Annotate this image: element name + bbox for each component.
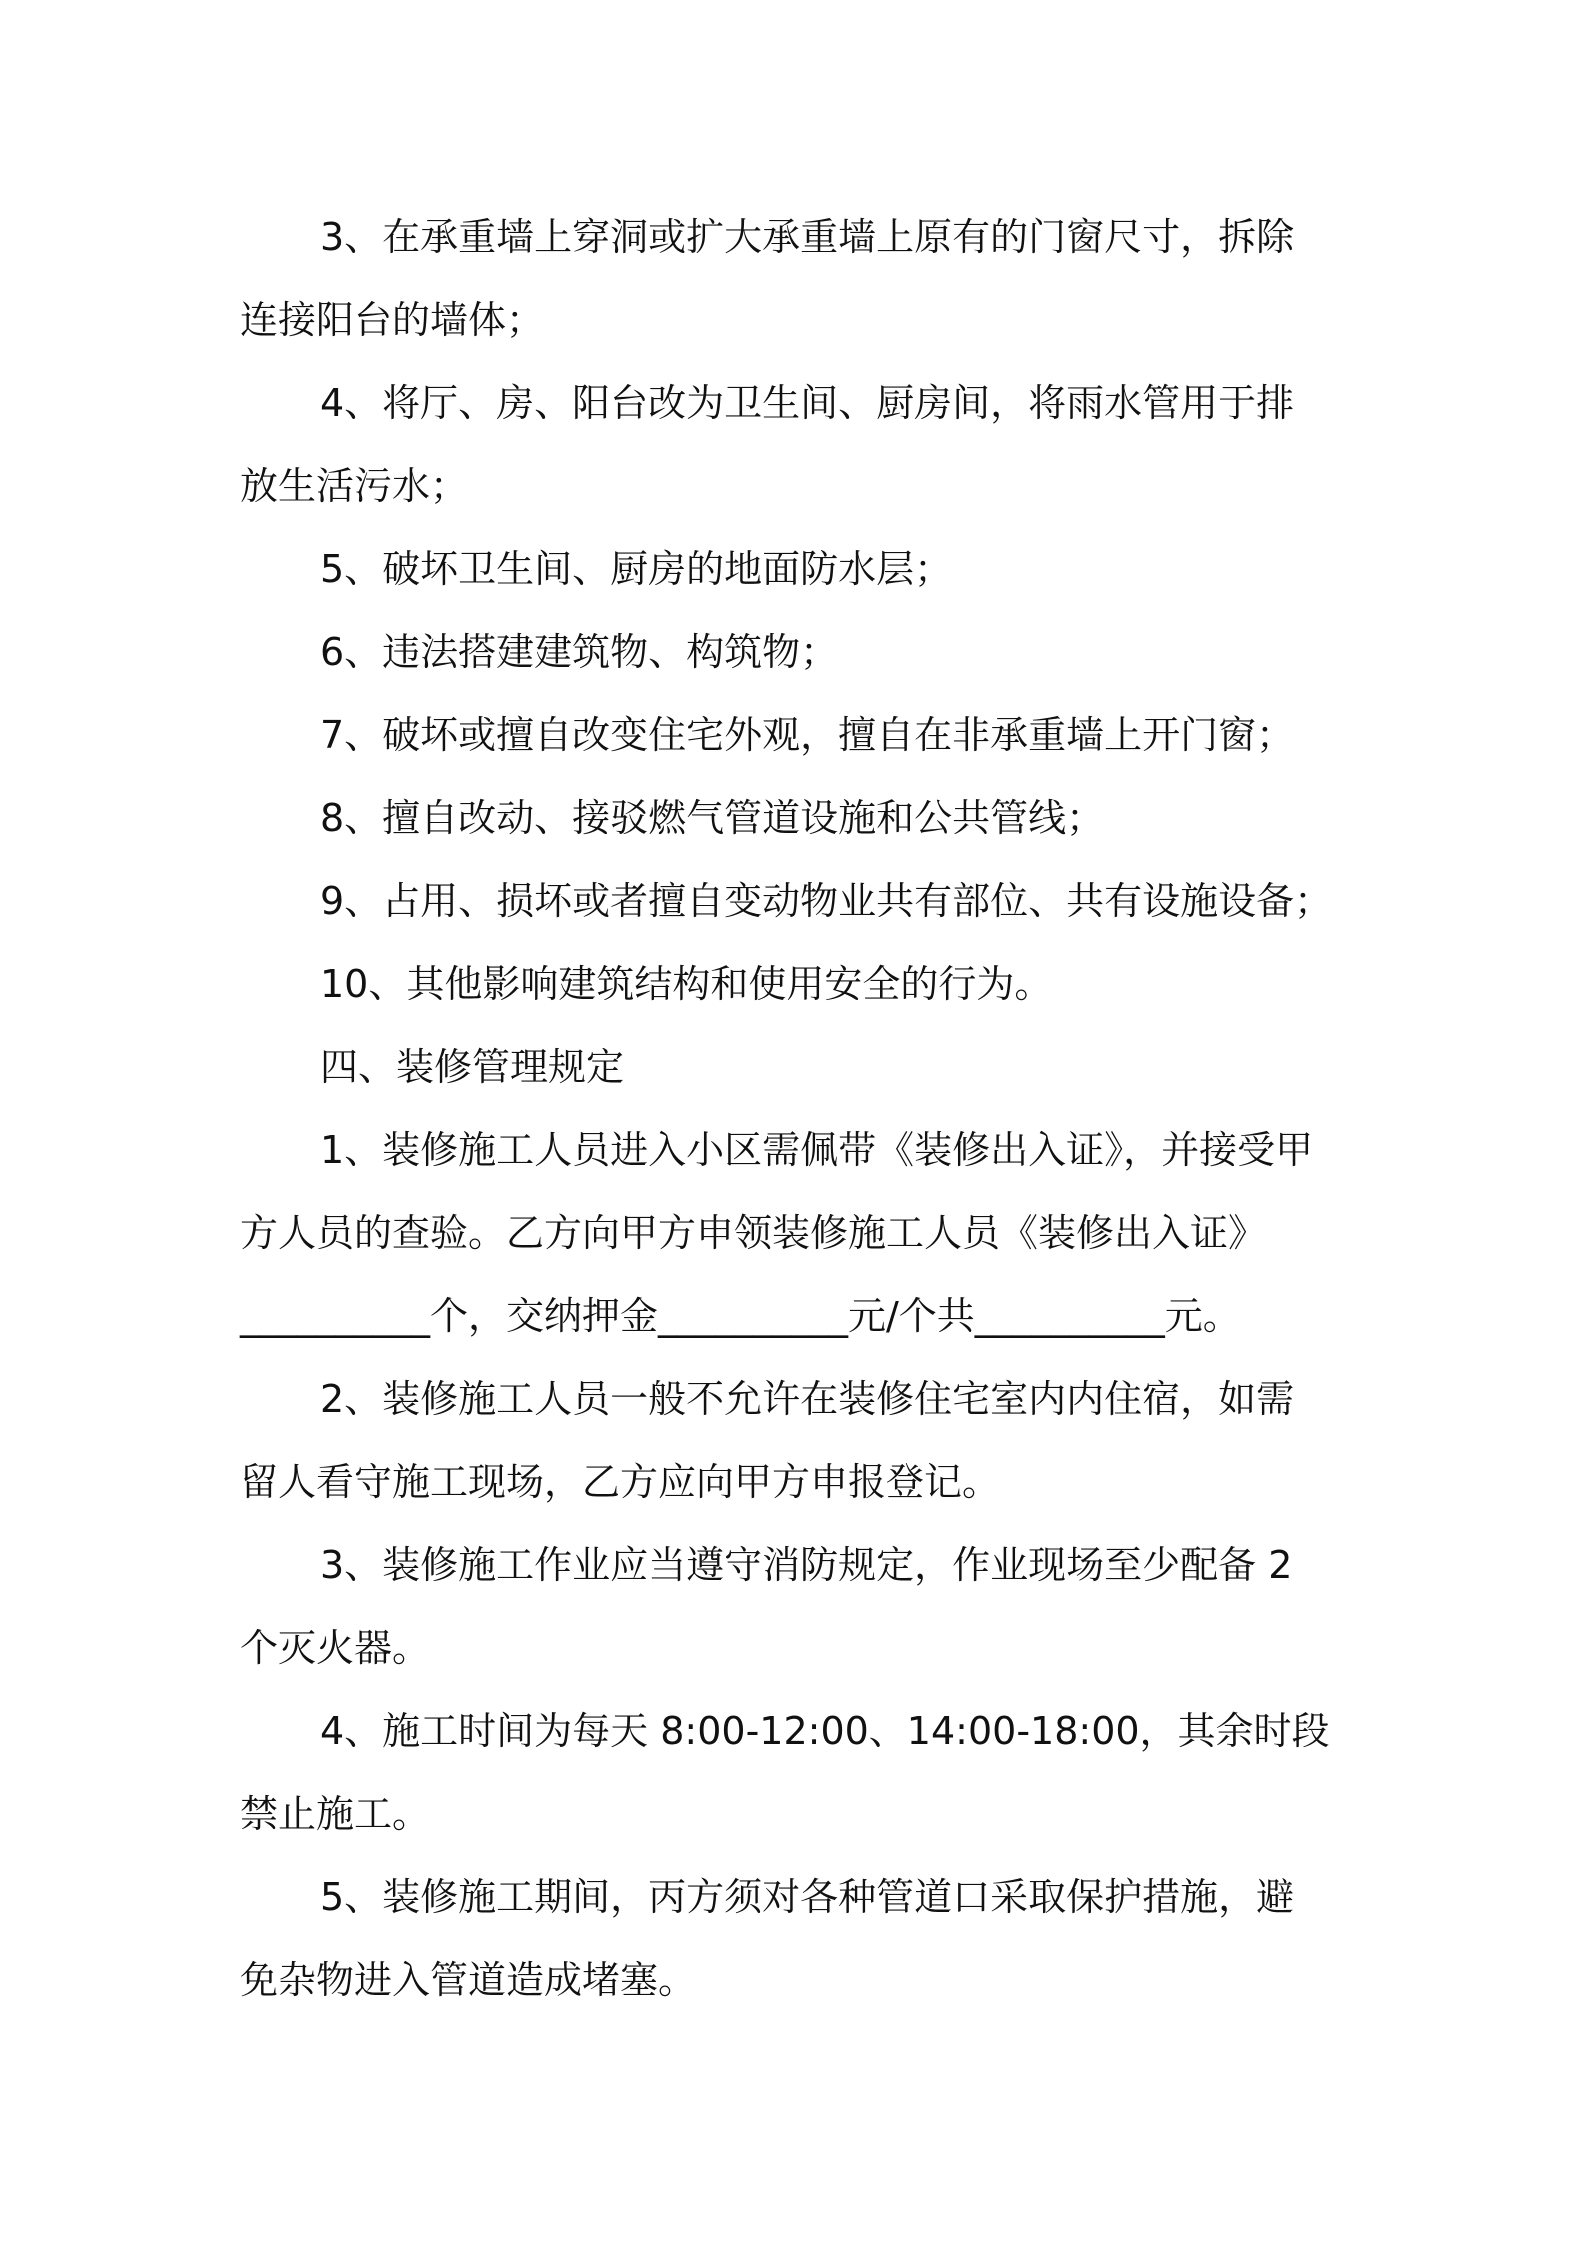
- text-line: 3、在承重墙上穿洞或扩大承重墙上原有的门窗尺寸，拆除: [320, 215, 1295, 259]
- text-line: 5、装修施工期间，丙方须对各种管道口采取保护措施，避: [320, 1875, 1295, 1919]
- text-line: 9、占用、损坏或者擅自变动物业共有部位、共有设施设备；: [320, 879, 1333, 923]
- text-line: 放生活污水；: [240, 464, 469, 508]
- text-line: 2、装修施工人员一般不允许在装修住宅室内内住宿，如需: [320, 1377, 1295, 1421]
- text-line: 3、装修施工作业应当遵守消防规定，作业现场至少配备 2: [320, 1543, 1293, 1587]
- text-line: 5、破坏卫生间、厨房的地面防水层；: [320, 547, 953, 591]
- text-line: 8、擅自改动、接驳燃气管道设施和公共管线；: [320, 796, 1105, 840]
- text-line: 6、违法搭建建筑物、构筑物；: [320, 630, 839, 674]
- text-line: 禁止施工。: [240, 1792, 431, 1836]
- fill-in-line: __________个，交纳押金__________元/个共__________元。: [240, 1294, 1241, 1338]
- text-line: 4、施工时间为每天 8:00-12:00、14:00-18:00，其余时段: [320, 1709, 1330, 1753]
- text-line: 连接阳台的墙体；: [240, 298, 545, 342]
- text-line: 方人员的查验。乙方向甲方申领装修施工人员《装修出入证》: [240, 1211, 1267, 1255]
- text-line: 1、装修施工人员进入小区需佩带《装修出入证》，并接受甲: [320, 1128, 1314, 1172]
- text-line: 留人看守施工现场，乙方应向甲方申报登记。: [240, 1460, 1001, 1504]
- text-line: 7、破坏或擅自改变住宅外观，擅自在非承重墙上开门窗；: [320, 713, 1295, 757]
- text-line: 个灭火器。: [240, 1626, 431, 1670]
- text-line: 免杂物进入管道造成堵塞。: [240, 1958, 697, 2002]
- text-line: 4、将厅、房、阳台改为卫生间、厨房间，将雨水管用于排: [320, 381, 1295, 425]
- section-heading: 四、装修管理规定: [320, 1045, 625, 1089]
- document-body: [240, 196, 1360, 2022]
- text-line: 10、其他影响建筑结构和使用安全的行为。: [320, 962, 1053, 1006]
